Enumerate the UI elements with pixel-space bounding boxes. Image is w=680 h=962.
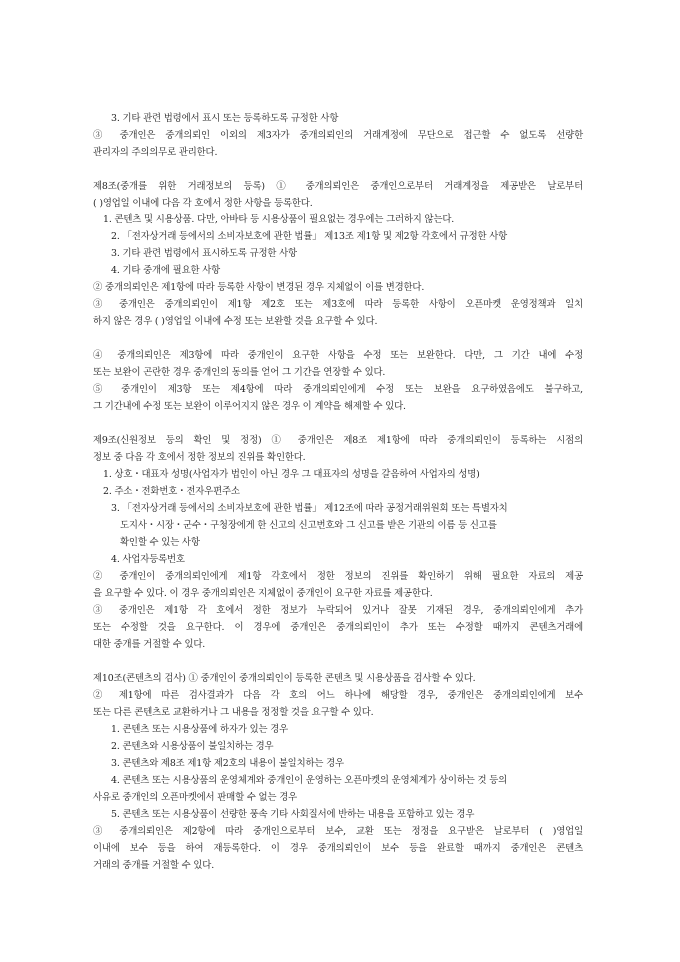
article-heading: 제9조(신원정보 등의 확인 및 정정) ① 중개인은 제8조 제1항에 따라 중개의뢰인이 등록하는 시점의 — [93, 435, 583, 446]
text-line: ⑤ 중개인이 제3항 또는 제4항에 따라 중개의뢰인에게 수정 또는 보완을 요구하였음에도 불구하고, — [93, 384, 583, 395]
article-heading: 제10조(콘텐츠의 검사) ① 중개인이 중개의뢰인이 등록한 콘텐츠 및 시용상품을 검사할 수 있다. — [93, 673, 476, 684]
list-item-continuation: 도지사・시장・군수・구청장에게 한 신고의 신고번호와 그 신고를 받은 기관의 이름 등 신고를 — [120, 520, 497, 531]
text-line: 대한 중개를 거절할 수 있다. — [93, 639, 206, 650]
list-item: 2. 「전자상거래 등에서의 소비자보호에 관한 법률」 제13조 제1항 및 제2항 각호에서 규정한 사항 — [111, 231, 508, 242]
text-line: 을 요구할 수 있다. 이 경우 중개의뢰인은 지체없이 중개인이 요구한 자료를 제공한다. — [93, 588, 433, 599]
list-item: 4. 기타 중개에 필요한 사항 — [111, 265, 221, 276]
list-item: 4. 콘텐츠 또는 시용상품의 운영체계와 중개인이 운영하는 오픈마켓의 운영체계가 상이하는 것 등의 — [111, 775, 508, 786]
text-line: 이내에 보수 등을 하여 재등록한다. 이 경우 중개의뢰인이 보수 등을 완료할 때까지 중개인은 콘텐츠 — [93, 843, 583, 854]
list-item: 3. 기타 관련 법령에서 표시하도록 규정한 사항 — [111, 248, 297, 259]
text-line: 하지 않은 경우 ( )영업일 이내에 수정 또는 보완할 것을 요구할 수 있다. — [93, 316, 378, 327]
text-line: 또는 수정할 것을 요구한다. 이 경우에 중개인은 중개의뢰인이 추가 또는 수정할 때까지 콘텐츠거래에 — [93, 622, 583, 633]
text-line: ③ 중개인은 제1항 각 호에서 정한 정보가 누락되어 있거나 잘못 기재된 경우, 중개의뢰인에게 추가 — [93, 605, 583, 616]
text-line: 그 기간내에 수정 또는 보완이 이루어지지 않은 경우 이 계약을 해제할 수 있다. — [93, 401, 406, 412]
list-item-continuation: 사유로 중개인의 오픈마켓에서 판매할 수 없는 경우 — [93, 792, 298, 803]
text-line: ③ 중개의뢰인은 제2항에 따라 중개인으로부터 보수, 교환 또는 정정을 요구받은 날로부터 ( )영업일 — [93, 826, 583, 837]
text-line: ③ 중개인은 중개의뢰인이 제1항 제2호 또는 제3호에 따라 등록한 사항이 오픈마켓 운영정책과 일치 — [93, 299, 583, 310]
text-line: ③ 중개인은 중개의뢰인 이외의 제3자가 중개의뢰인의 거래계정에 무단으로 접근할 수 없도록 선량한 — [93, 130, 583, 141]
text-line: 또는 보완이 곤란한 경우 중개인의 동의를 얻어 그 기간을 연장할 수 있다. — [93, 367, 386, 378]
text-line: ② 중개의뢰인은 제1항에 따라 등록한 사항이 변경된 경우 지체없이 이를 변경한다. — [93, 282, 425, 293]
list-item: 3. 콘텐츠와 제8조 제1항 제2호의 내용이 불일치하는 경우 — [111, 758, 344, 769]
list-item: 1. 상호・대표자 성명(사업자가 법인이 아닌 경우 그 대표자의 성명을 갈음하여 사업자의 성명) — [103, 469, 480, 480]
list-item-continuation: 확인할 수 있는 사항 — [120, 537, 200, 548]
list-item: 3. 「전자상거래 등에서의 소비자보호에 관한 법률」 제12조에 따라 공정거래위원회 또는 특별자치 — [111, 503, 508, 514]
article-heading: 제8조(중개를 위한 거래정보의 등록) ① 중개의뢰인은 중개인으로부터 거래계정을 제공받은 날로부터 — [93, 181, 583, 192]
text-line: 관리자의 주의의무로 관리한다. — [93, 147, 218, 158]
list-item: 4. 사업자등록번호 — [111, 554, 185, 565]
list-item: 2. 콘텐츠와 시용상품이 불일치하는 경우 — [111, 741, 274, 752]
list-item: 5. 콘텐츠 또는 시용상품이 선량한 풍속 기타 사회질서에 반하는 내용을 포함하고 있는 경우 — [111, 809, 475, 820]
text-line: ② 중개인이 중개의뢰인에게 제1항 각호에서 정한 정보의 진위를 확인하기 위해 필요한 자료의 제공 — [93, 571, 583, 582]
list-item: 1. 콘텐츠 또는 시용상품에 하자가 있는 경우 — [111, 724, 289, 735]
text-line: ② 제1항에 따른 검사결과가 다음 각 호의 어느 하나에 해당할 경우, 중개인은 중개의뢰인에게 보수 — [93, 690, 583, 701]
text-line: 정보 중 다음 각 호에서 정한 정보의 진위를 확인한다. — [93, 452, 306, 463]
text-line: 3. 기타 관련 법령에서 표시 또는 등록하도록 규정한 사항 — [111, 113, 339, 124]
text-line: 또는 다른 콘텐츠로 교환하거나 그 내용을 정정할 것을 요구할 수 있다. — [93, 707, 374, 718]
text-line: 거래의 중개를 거절할 수 있다. — [93, 860, 215, 871]
text-line: ④ 중개의뢰인은 제3항에 따라 중개인이 요구한 사항을 수정 또는 보완한다. 다만, 그 기간 내에 수정 — [93, 350, 583, 361]
list-item: 1. 콘텐츠 및 시용상품. 다만, 아바타 등 시용상품이 필요없는 경우에는 그러하지 않는다. — [103, 214, 455, 225]
text-line: ( )영업일 이내에 다음 각 호에서 정한 사항을 등록한다. — [93, 198, 313, 209]
list-item: 2. 주소・전화번호・전자우편주소 — [103, 486, 240, 497]
